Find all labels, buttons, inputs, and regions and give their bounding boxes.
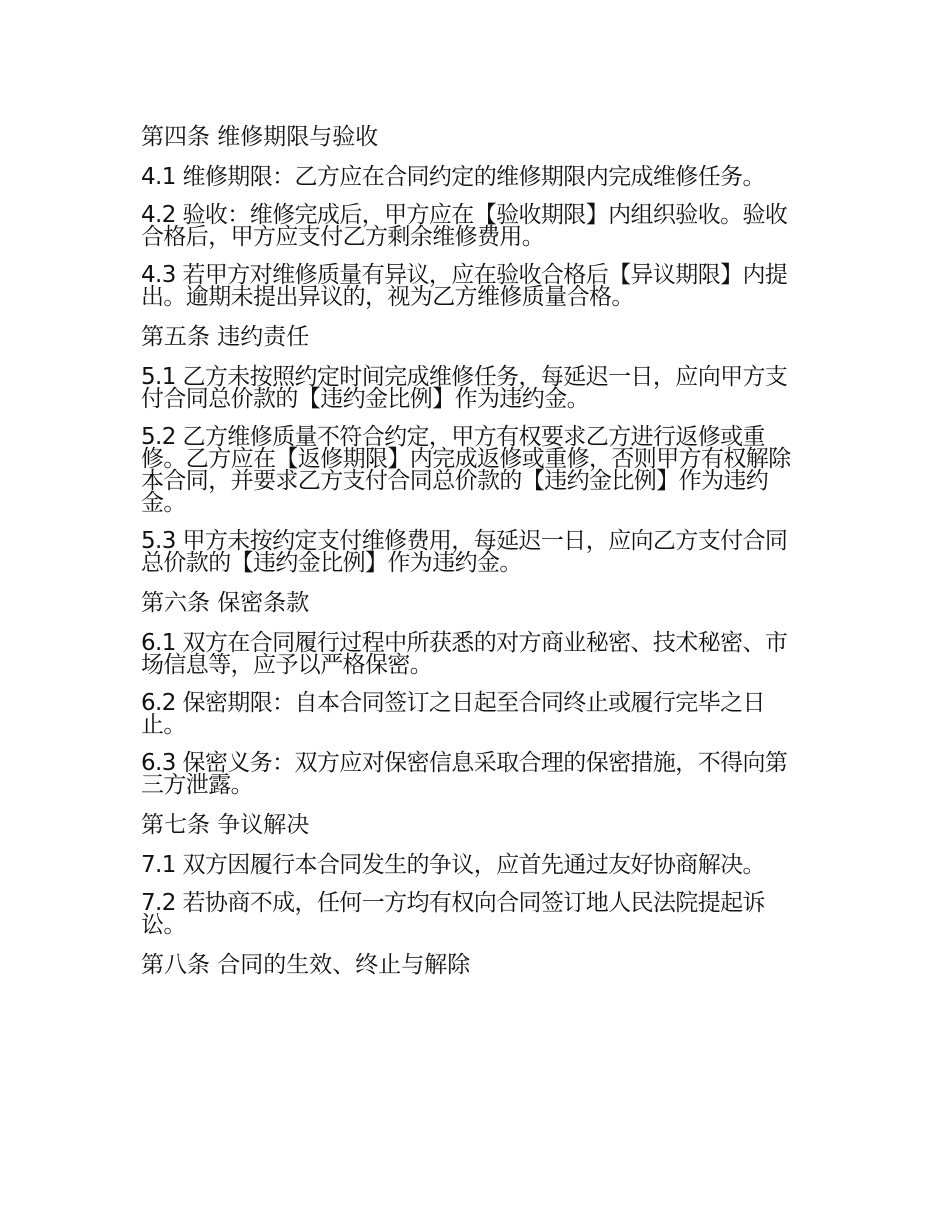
- clause-4-1: 4.1 维修期限：乙方应在合同约定的维修期限内完成维修任务。: [141, 164, 765, 190]
- clause-6-1: 6.1 双方在合同履行过程中所获悉的对方商业秘密、技术秘密、市场信息等，应予以严格保密。: [141, 630, 788, 678]
- clause-6-3: 6.3 保密义务：双方应对保密信息采取合理的保密措施，不得向第三方泄露。: [141, 750, 788, 798]
- section-4-heading: 第四条 维修期限与验收: [141, 124, 379, 150]
- clause-5-2: 5.2 乙方维修质量不符合约定，甲方有权要求乙方进行返修或重修。乙方应在【返修期限】内完成返修或重修，否则甲方有权解除本合同，并要求乙方支付合同总价款的【违约金比例】作为违约金。: [141, 424, 791, 516]
- document-body: [141, 124, 809, 994]
- clause-5-3: 5.3 甲方未按约定支付维修费用，每延迟一日，应向乙方支付合同总价款的【违约金比例】作为违约金。: [141, 528, 788, 576]
- section-5-heading: 第五条 违约责任: [141, 324, 310, 350]
- clause-6-2: 6.2 保密期限：自本合同签订之日起至合同终止或履行完毕之日止。: [141, 690, 765, 738]
- section-8-heading: 第八条 合同的生效、终止与解除: [141, 952, 471, 978]
- clause-5-1: 5.1 乙方未按照约定时间完成维修任务，每延迟一日，应向甲方支付合同总价款的【违约金比例】作为违约金。: [141, 364, 788, 412]
- clause-7-2: 7.2 若协商不成，任何一方均有权向合同签订地人民法院提起诉讼。: [141, 890, 765, 938]
- section-7-heading: 第七条 争议解决: [141, 812, 310, 838]
- clause-7-1: 7.1 双方因履行本合同发生的争议，应首先通过友好协商解决。: [141, 852, 765, 878]
- section-6-heading: 第六条 保密条款: [141, 590, 310, 616]
- clause-4-2: 4.2 验收：维修完成后，甲方应在【验收期限】内组织验收。验收合格后，甲方应支付乙方剩余维修费用。: [141, 202, 788, 250]
- clause-4-3: 4.3 若甲方对维修质量有异议，应在验收合格后【异议期限】内提出。逾期未提出异议的，视为乙方维修质量合格。: [141, 262, 788, 310]
